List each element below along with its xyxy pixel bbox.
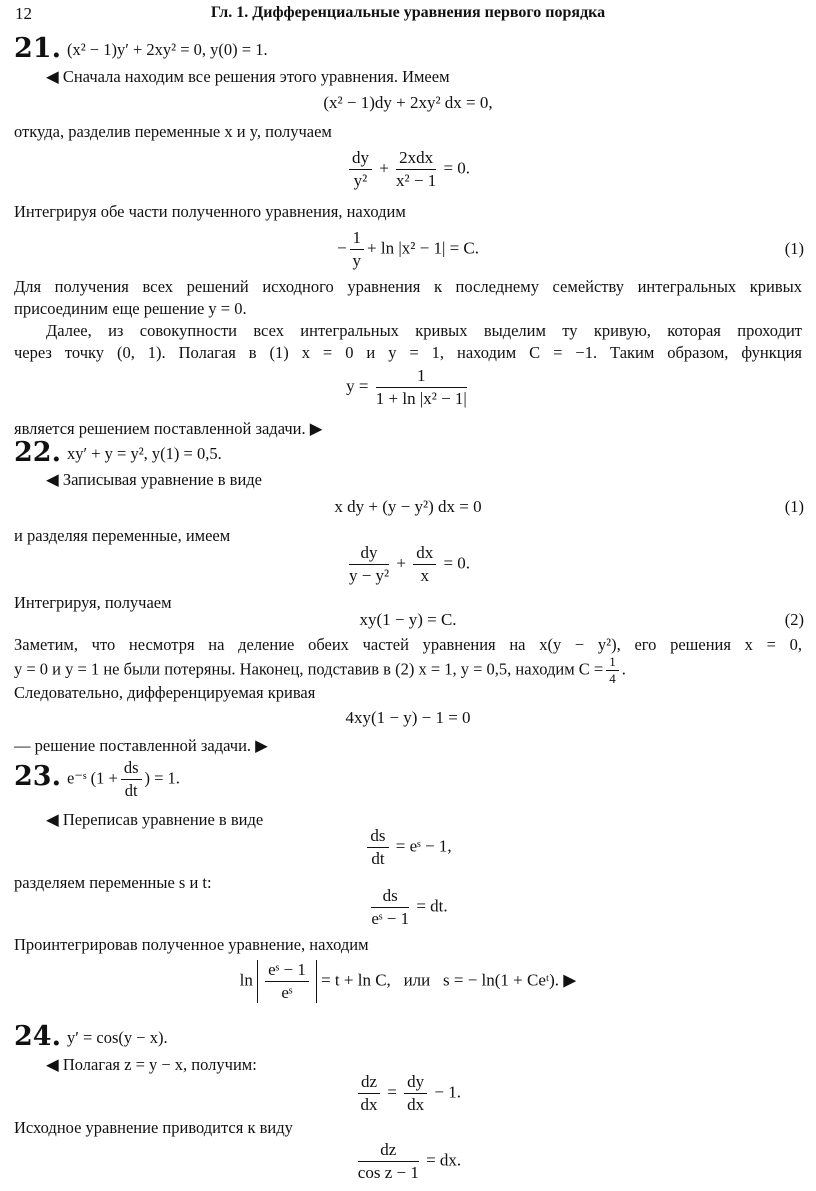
equation-fraction: y = $\frac{1}{\text{1 + ln |x² − 1|}}$ [346, 366, 467, 408]
text-line: ◀ Записывая уравнение в виде [46, 470, 262, 489]
equation-fraction: $\frac{ds}{dt}$ = eˢ − 1, [0, 826, 816, 869]
problem-21-statement: 21. (x² − 1)y′ + 2xy² = 0, y(0) = 1. [14, 33, 268, 64]
text-line: Проинтегрировав полученное уравнение, находим [14, 935, 369, 954]
text-line: разделяем переменные s и t: [14, 873, 212, 892]
running-head: Гл. 1. Дифференциальные уравнения первого порядка [210, 4, 606, 21]
equation-label: (2) [784, 610, 804, 629]
equation-label: (1) [784, 497, 804, 516]
text-line: является решением поставленной задачи. ▶ [14, 419, 323, 438]
equation-fraction: $\frac{dy}{\text{y²}}$ + 2xdx x² − 1 = 0. [0, 148, 816, 191]
equation-label: (1) [784, 239, 804, 258]
text-line: откуда, разделив переменные x и y, получаем [14, 122, 332, 141]
equation: (x² − 1)dy + 2xy² dx = 0, [323, 93, 493, 112]
equation: xy(1 − y) = C. [359, 610, 457, 629]
equation-fraction: ln $\frac{\text{eˢ − 1}}{\text{eˢ}}$ = t + ln C, или s = − ln(1 + Ceᵗ). ▶ [239, 960, 577, 1002]
problem-23-statement: 23. e⁻ˢ (1 + $\frac{ds}{dt}$ ) = 1. [14, 758, 180, 800]
equation-fraction: $\frac{dz}{\text{cos z − 1}}$ = dx. [357, 1140, 462, 1182]
text-line: Исходное уравнение приводится к виду [14, 1118, 293, 1137]
text-line: Для получения всех решений исходного уравнения к последнему семейству интегральных кривых [14, 277, 802, 296]
problem-number: 24. [14, 1021, 61, 1052]
text-line: и разделяя переменные, имеем [14, 526, 231, 545]
text-line: Следовательно, дифференцируемая кривая [14, 683, 316, 702]
problem-number: 22. [14, 437, 61, 468]
text-line: ◀ Переписав уравнение в виде [46, 810, 264, 829]
text-line: Заметим, что несмотря на деление обеих частей уравнения на x(y − y²), его решения x = 0, [14, 635, 802, 654]
text-line: ◀ Сначала находим все решения этого уравнения. Имеем [46, 67, 450, 86]
text-line: через точку (0, 1). Полагая в (1) x = 0 и y = 1, находим C = −1. Таким образом, функция [14, 343, 802, 362]
text-line: присоединим еще решение y = 0. [14, 299, 247, 318]
problem-number: 21. [14, 33, 61, 64]
text-line: — решение поставленной задачи. ▶ [14, 736, 268, 755]
equation: 4xy(1 − y) − 1 = 0 [345, 708, 471, 727]
text-line: Интегрируя, получаем [14, 593, 172, 612]
text-line: y = 0 и y = 1 не были потеряны. Наконец, подставив в (2) x = 1, y = 0,5, находим C = $\frac{1}{4}$ . [14, 654, 626, 686]
equation: x dy + (y − y²) dx = 0 [334, 497, 482, 516]
problem-24-statement: 24. y′ = cos(y − x). [14, 1021, 168, 1052]
problem-22-statement: 22. xy′ + y = y², y(1) = 0,5. [14, 437, 222, 468]
equation-fraction: − $\frac{1}{y}$ + ln |x² − 1| = C. [336, 228, 480, 270]
text-line: Далее, из совокупности всех интегральных кривых выделим ту кривую, которая проходит [46, 321, 802, 340]
equation-fraction: $\frac{dy}{\text{y − y²}}$ + $\frac{dx}{x}$ = 0. [348, 543, 471, 585]
equation-fraction: $\frac{ds}{\text{eˢ − 1}}$ = dt. [371, 886, 448, 928]
text-line: ◀ Полагая z = y − x, получим: [46, 1055, 257, 1074]
problem-number: 23. [14, 761, 61, 793]
text-line: Интегрируя обе части полученного уравнения, находим [14, 202, 406, 221]
equation-fraction: $\frac{dz}{dx}$ = $\frac{dy}{dx}$ − 1. [0, 1072, 816, 1115]
page-number: 12 [15, 4, 32, 23]
